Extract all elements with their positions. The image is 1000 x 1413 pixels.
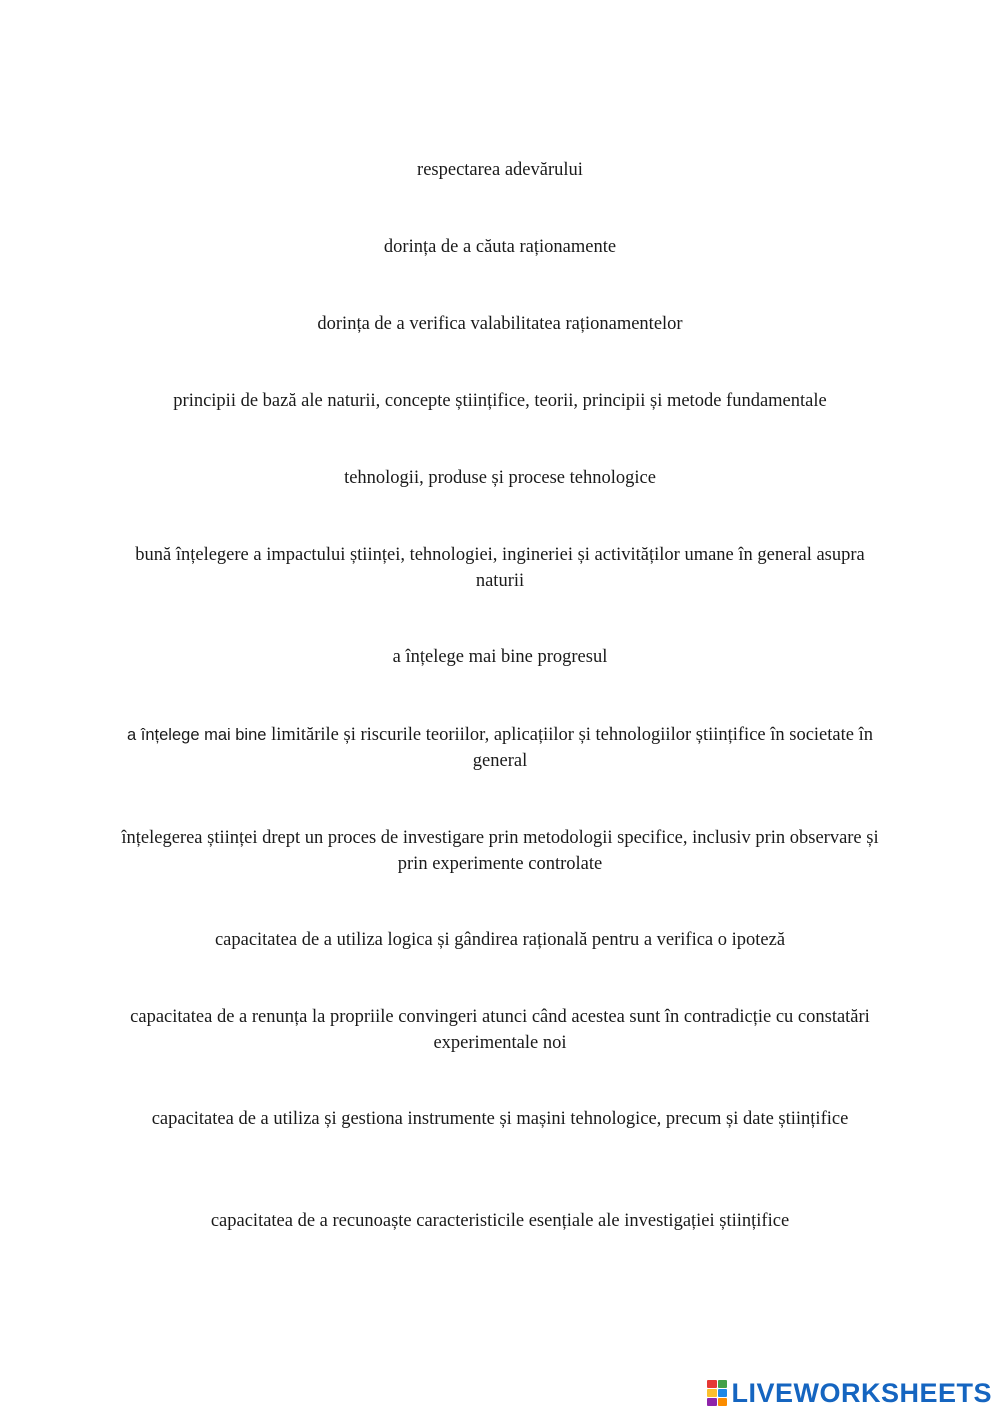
text-item-2: dorința de a căuta raționamente: [383, 237, 617, 257]
text-item-7: a înțelege mai bine progresul: [392, 647, 608, 667]
text-item-4: principii de bază ale naturii, concepte științifice, teorii, principii și metode fundamentale: [173, 391, 827, 411]
logo-text: LIVEWORKSHEETS: [731, 1378, 992, 1408]
logo-block-6: [718, 1398, 728, 1406]
logo-mark-icon: [707, 1380, 727, 1406]
text-item-8-prefix: a înțelege mai bine: [127, 726, 267, 744]
text-item-3: dorința de a verifica valabilitatea raționamentelor: [317, 314, 683, 334]
logo-block-3: [707, 1389, 717, 1397]
text-item-12: capacitatea de a utiliza și gestiona instrumente și mașini tehnologice, precum și date științifice: [151, 1109, 849, 1129]
logo-block-1: [707, 1380, 717, 1388]
text-item-5: tehnologii, produse și procese tehnologice: [344, 468, 656, 488]
liveworksheets-logo: [707, 1378, 992, 1408]
text-item-10: capacitatea de a utiliza logica și gândirea rațională pentru a verifica o ipoteză: [214, 930, 786, 950]
text-item-9: înțelegerea științei drept un proces de investigare prin metodologii specifice, inclusiv prin observare și prin experimente controlate: [121, 828, 879, 874]
text-item-11: capacitatea de a renunța la propriile convingeri atunci când acestea sunt în contradicție cu constatări experimentale noi: [130, 1007, 870, 1053]
text-item-8: [110, 722, 890, 774]
text-item-1: respectarea adevărului: [417, 160, 583, 180]
logo-block-2: [718, 1380, 728, 1388]
logo-block-5: [707, 1398, 717, 1406]
text-item-13: capacitatea de a recunoaște caracteristicile esențiale ale investigației științifice: [210, 1211, 790, 1231]
text-item-6: bună înțelegere a impactului științei, tehnologiei, ingineriei și activităților umane în general asupra naturii: [135, 545, 865, 591]
logo-block-4: [718, 1389, 728, 1397]
text-item-8-rest: limitările și riscurile teoriilor, aplicațiilor și tehnologiilor științifice în societate în general: [266, 725, 873, 771]
